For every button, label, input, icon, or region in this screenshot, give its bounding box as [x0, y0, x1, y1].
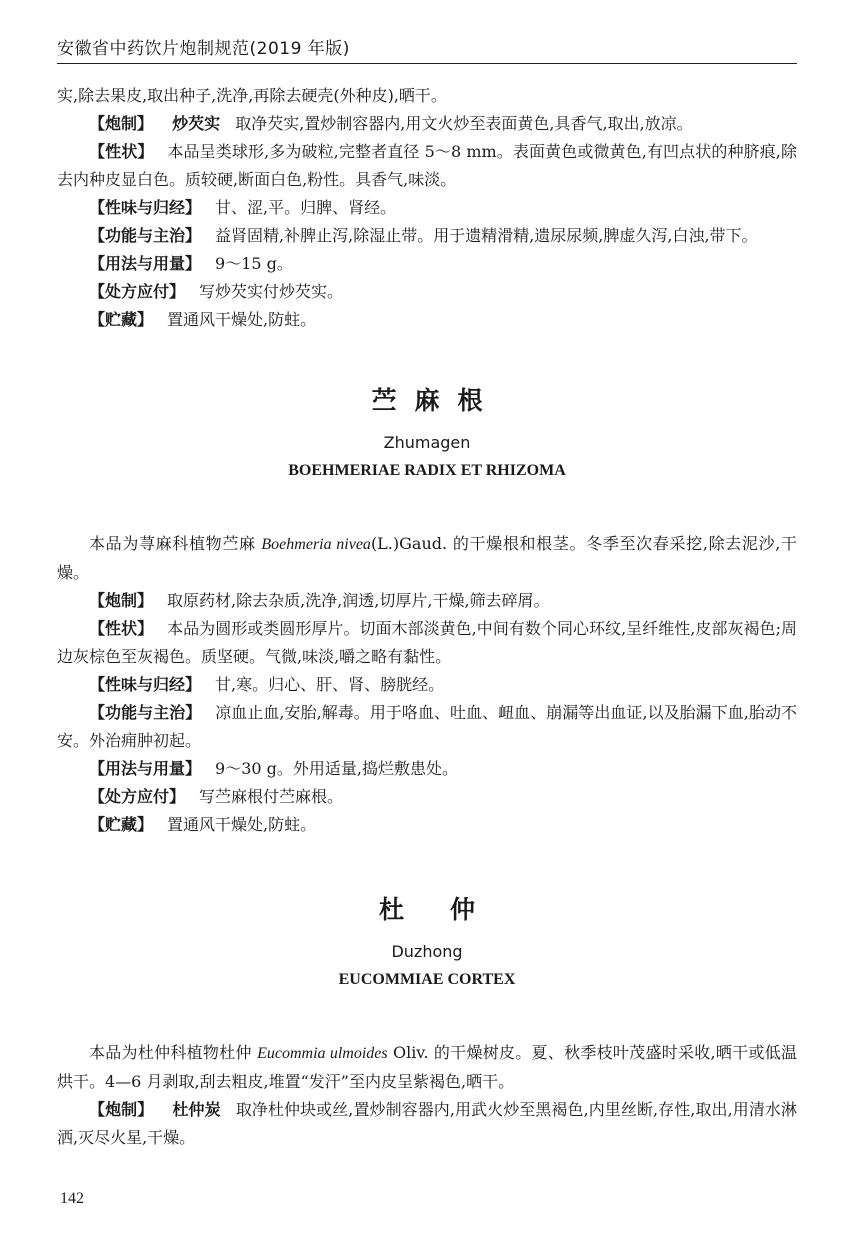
field-text: 甘、涩,平。归脾、肾经。 — [215, 198, 397, 217]
field-text: 甘,寒。归心、肝、肾、膀胱经。 — [215, 675, 445, 694]
page-body — [57, 82, 797, 1152]
field-label: 【炮制】 — [89, 114, 154, 133]
intro-text: 本品为荨麻科植物苎麻 — [89, 534, 262, 553]
field-description — [57, 615, 797, 671]
field-label: 【处方应付】 — [89, 282, 186, 301]
field-storage — [57, 811, 797, 839]
field-label: 【用法与用量】 — [89, 759, 202, 778]
field-text: 本品为圆形或类圆形厚片。切面木部淡黄色,中间有数个同心环纹,呈纤维性,皮部灰褐色;周边灰棕色至灰褐色。质坚硬。气微,味淡,嚼之略有黏性。 — [57, 619, 797, 666]
intro-text: 本品为杜仲科植物杜仲 — [89, 1043, 258, 1062]
field-taste-meridian — [57, 194, 797, 222]
header-divider — [57, 63, 797, 64]
field-text: 取净芡实,置炒制容器内,用文火炒至表面黄色,具香气,取出,放凉。 — [235, 114, 693, 133]
field-label: 【功能与主治】 — [89, 703, 202, 722]
field-sublabel: 炒芡实 — [172, 114, 221, 133]
field-label: 【贮藏】 — [89, 815, 154, 834]
species-name: Eucommia ulmoides — [257, 1045, 388, 1062]
entry-title: 苎麻根 — [371, 386, 501, 415]
intro-text: Oliv. 的干燥树皮。夏、秋季枝叶茂盛时采收,晒干或低温烘干。4—6 月剥取,刮去粗皮,堆置“发汗”至内皮呈紫褐色,晒干。 — [57, 1043, 798, 1091]
field-dosage — [57, 755, 797, 783]
field-taste-meridian — [57, 671, 797, 699]
field-prescription — [57, 278, 797, 306]
species-name: Boehmeria nivea — [261, 536, 371, 553]
entry-title: 杜仲 — [378, 895, 521, 924]
entry-pinyin: Duzhong — [391, 942, 463, 961]
entry-intro — [57, 530, 797, 587]
continuation-text: 实,除去果皮,取出种子,洗净,再除去硬壳(外种皮),晒干。 — [57, 86, 447, 105]
field-label: 【性状】 — [89, 142, 154, 161]
field-text: 益肾固精,补脾止泻,除湿止带。用于遗精滑精,遗尿尿频,脾虚久泻,白浊,带下。 — [215, 226, 758, 245]
field-text: 置通风干燥处,防蛀。 — [167, 310, 317, 329]
field-processing — [57, 110, 797, 138]
field-label: 【功能与主治】 — [89, 226, 202, 245]
field-text: 置通风干燥处,防蛀。 — [167, 815, 317, 834]
field-sublabel: 杜仲炭 — [172, 1100, 221, 1119]
field-text: 本品呈类球形,多为破粒,完整者直径 5～8 mm。表面黄色或微黄色,有凹点状的种脐痕,除去内种皮显白色。质较硬,断面白色,粉性。具香气,味淡。 — [57, 142, 797, 189]
field-label: 【炮制】 — [89, 1100, 154, 1119]
entry-latin-name: EUCOMMIAE CORTEX — [338, 971, 516, 988]
field-label: 【贮藏】 — [89, 310, 154, 329]
field-label: 【炮制】 — [89, 591, 154, 610]
field-label: 【处方应付】 — [89, 787, 186, 806]
field-label: 【性味与归经】 — [89, 675, 202, 694]
field-processing — [57, 1096, 797, 1152]
field-label: 【性状】 — [89, 619, 154, 638]
field-prescription — [57, 783, 797, 811]
running-header: 安徽省中药饮片炮制规范(2019 年版) — [57, 39, 350, 59]
field-description — [57, 138, 797, 194]
field-label: 【用法与用量】 — [89, 254, 202, 273]
field-function — [57, 222, 797, 250]
field-text: 凉血止血,安胎,解毒。用于咯血、吐血、衄血、崩漏等出血证,以及胎漏下血,胎动不安。外治痈肿初起。 — [57, 703, 797, 750]
field-text: 9～30 g。外用适量,捣烂敷患处。 — [215, 759, 458, 778]
field-function — [57, 699, 797, 755]
field-text: 取原药材,除去杂质,洗净,润透,切厚片,干燥,筛去碎屑。 — [167, 591, 550, 610]
field-text: 写炒芡实付炒芡实。 — [199, 282, 344, 301]
field-storage — [57, 306, 797, 334]
entry-intro — [57, 1039, 797, 1096]
field-text: 写苎麻根付苎麻根。 — [199, 787, 344, 806]
entry-pinyin: Zhumagen — [383, 433, 471, 452]
field-text: 取净杜仲块或丝,置炒制容器内,用武火炒至黑褐色,内里丝断,存性,取出,用清水淋洒,灭尽火星,干燥。 — [57, 1100, 797, 1147]
page-number: 142 — [60, 1190, 84, 1207]
field-processing — [57, 587, 797, 615]
entry-latin-name: BOEHMERIAE RADIX ET RHIZOMA — [288, 462, 566, 479]
field-label: 【性味与归经】 — [89, 198, 202, 217]
field-dosage — [57, 250, 797, 278]
field-text: 9～15 g。 — [215, 254, 293, 273]
intro-text: (L.)Gaud. 的干燥根和根茎。冬季至次春采挖,除去泥沙,干燥。 — [57, 534, 797, 582]
